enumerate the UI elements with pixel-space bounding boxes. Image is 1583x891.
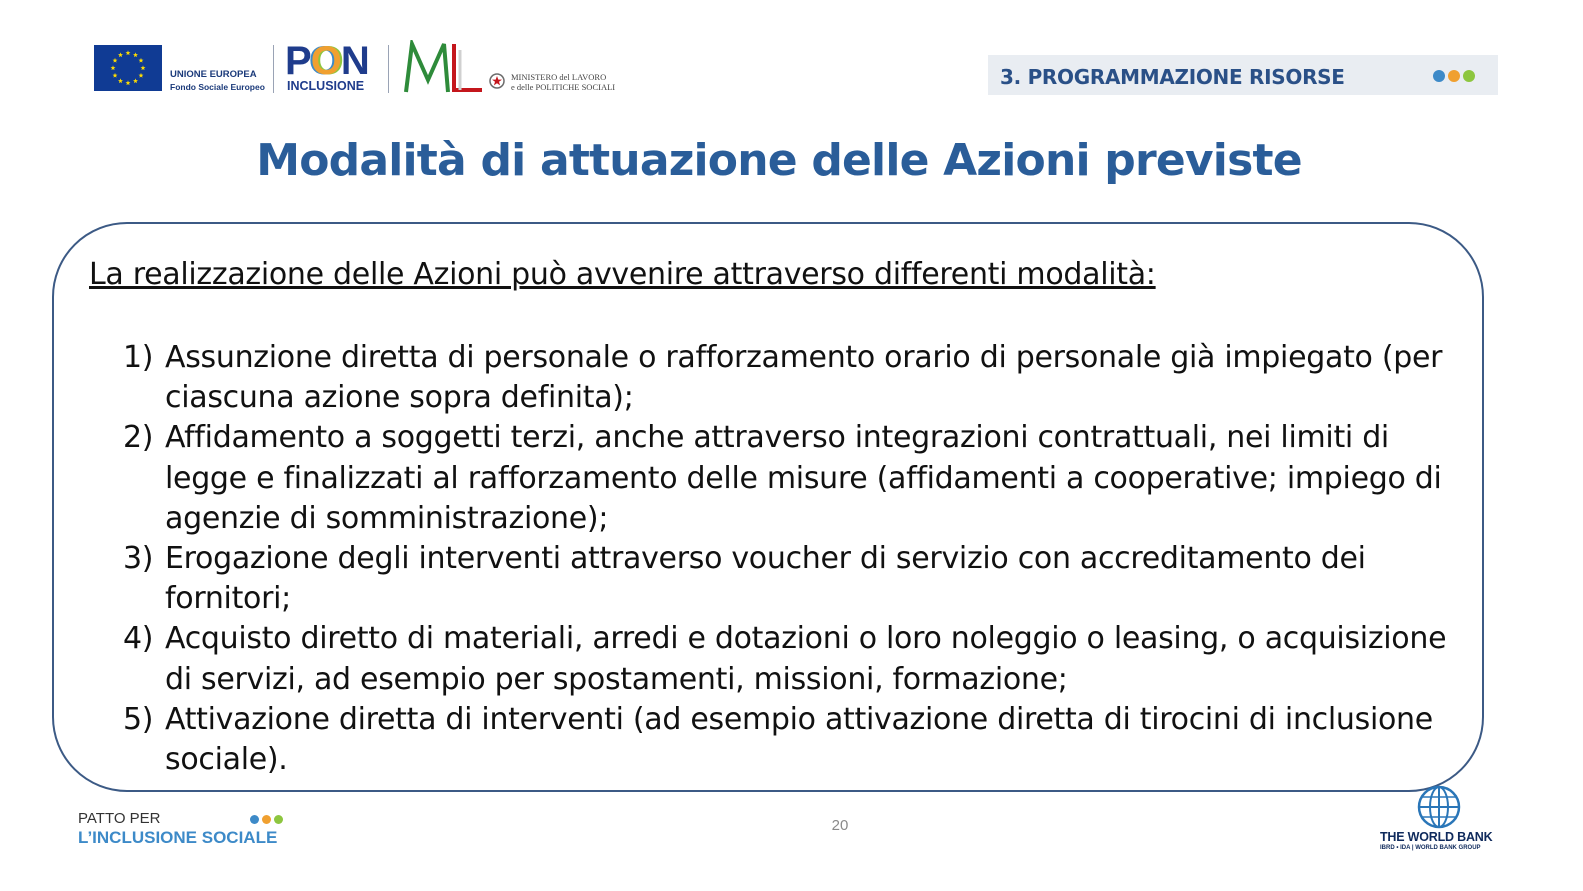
item-number: 5) (123, 701, 154, 737)
slide-title: Modalità di attuazione delle Azioni previste (256, 135, 1302, 186)
intro-text: La realizzazione delle Azioni può avvenire attraverso differenti modalità: (89, 257, 1156, 292)
dot-green-icon (274, 815, 283, 824)
item-number: 1) (123, 340, 154, 375)
ministero-line2: e delle POLITICHE SOCIALI (511, 82, 616, 92)
patto-logo-line1: PATTO PER (78, 810, 161, 827)
eu-star-icon (141, 65, 146, 70)
list-item (123, 700, 1478, 780)
pon-logo-subtitle: INCLUSIONE (287, 79, 365, 93)
dot-orange-icon (262, 815, 271, 824)
pon-logo-word: PON (285, 39, 369, 83)
pon-logo-ring: O (310, 39, 341, 83)
item-text: Affidamento a soggetti terzi, anche attraverso integrazioni contrattuali, nei limiti di legge e finalizzati al rafforzamento delle misure (affidamenti a cooperative; impiego di agenzie di somministrazione); (165, 420, 1442, 536)
world-bank-name: THE WORLD BANK (1380, 830, 1493, 844)
action-list (123, 338, 1478, 780)
ml-monogram-logo (402, 40, 484, 94)
eu-stars-icon (94, 45, 162, 91)
logo-divider (388, 45, 389, 93)
page-number: 20 (831, 817, 849, 834)
logo-divider (273, 45, 274, 93)
section-label: 3. PROGRAMMAZIONE RISORSE (1000, 65, 1345, 89)
dot-orange-icon (1448, 70, 1460, 82)
eu-star-icon (118, 78, 123, 83)
list-item (123, 418, 1478, 539)
eu-star-icon (139, 73, 144, 78)
ministero-line1: MINISTERO del LAVORO (511, 72, 607, 82)
list-item (123, 619, 1478, 699)
item-number: 2) (123, 420, 154, 456)
eu-flag-logo (94, 45, 162, 91)
eu-logo-line2: Fondo Sociale Europeo (170, 82, 265, 92)
eu-star-icon (118, 52, 123, 57)
dot-blue-icon (1433, 70, 1445, 82)
eu-star-icon (133, 52, 138, 57)
item-text: Attivazione diretta di interventi (ad esempio attivazione diretta di tirocini di inclusione sociale). (165, 701, 1433, 778)
world-bank-subtitle: IBRD • IDA | WORLD BANK GROUP (1380, 845, 1481, 851)
list-item (123, 338, 1478, 418)
item-text: Assunzione diretta di personale o rafforzamento orario di personale già impiegato (per ciascuna azione sopra definita); (165, 340, 1443, 416)
list-item (123, 539, 1478, 619)
eu-star-icon (133, 78, 138, 83)
eu-star-icon (111, 65, 116, 70)
eu-star-icon (139, 58, 144, 63)
eu-star-icon (113, 58, 118, 63)
republic-emblem-icon (489, 72, 505, 90)
eu-logo-line1: UNIONE EUROPEA (170, 69, 257, 80)
ministero-logo-text (511, 72, 615, 92)
eu-star-icon (113, 73, 118, 78)
item-text: Erogazione degli interventi attraverso voucher di servizio con accreditamento dei fornitori; (165, 541, 1366, 617)
dot-blue-icon (250, 815, 259, 824)
world-bank-globe-icon (1416, 784, 1462, 830)
item-number: 4) (123, 621, 154, 657)
dot-green-icon (1463, 70, 1475, 82)
eu-logo-text (170, 69, 265, 93)
item-number: 3) (123, 541, 154, 577)
eu-star-icon (126, 50, 131, 55)
patto-logo-line2: L’INCLUSIONE SOCIALE (78, 828, 278, 847)
eu-star-icon (126, 80, 131, 85)
item-text: Acquisto diretto di materiali, arredi e dotazioni o loro noleggio o leasing, o acquisizione di servizi, ad esempio per spostamenti, missioni, formazione; (165, 621, 1447, 697)
